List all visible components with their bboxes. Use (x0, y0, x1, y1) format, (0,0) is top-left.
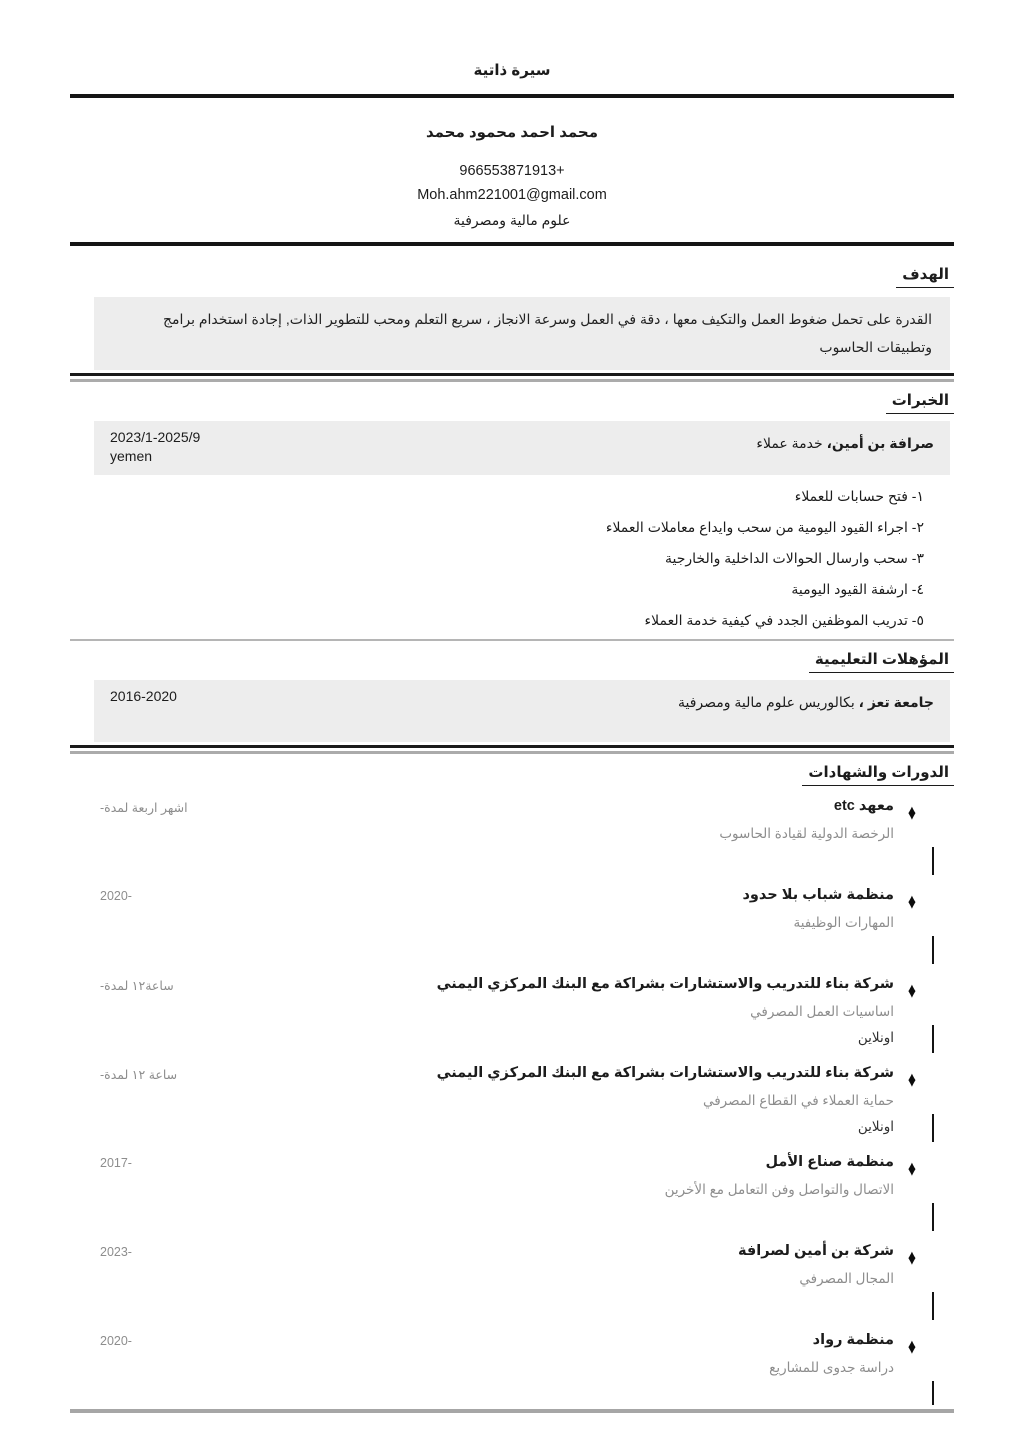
course-title: منظمة صناع الأمل (765, 1154, 894, 1170)
email-address: Moh.ahm221001@gmail.com (417, 187, 607, 203)
section-heading-courses (70, 764, 954, 786)
timeline-connector (932, 847, 935, 875)
duty-item: ١- فتح حسابات للعملاء (794, 488, 924, 504)
course-subtitle: الاتصال والتواصل وفن التعامل مع الأخرين (664, 1182, 894, 1197)
diamond-bullet-icon: ♦ (907, 890, 916, 914)
divider-education-dark (70, 745, 954, 748)
course-period: 2017- (100, 1156, 132, 1170)
divider-page-bottom (70, 1409, 954, 1413)
section-heading-experience (70, 392, 954, 414)
job-role: خدمة عملاء (756, 435, 827, 451)
diamond-bullet-icon: ♦ (907, 1246, 916, 1270)
course-period: -ساعة ١٢ لمدة (100, 1068, 178, 1082)
divider-header-top (70, 94, 954, 98)
experience-title (756, 428, 934, 453)
diamond-bullet-icon: ♦ (907, 1335, 916, 1359)
divider-education-gray (70, 751, 954, 754)
course-subtitle: المهارات الوظيفية (793, 915, 894, 930)
duty-item: ٤- ارشفة القيود اليومية (791, 581, 924, 597)
duty-item: ٥- تدريب الموظفين الجدد في كيفية خدمة العملاء (644, 612, 924, 628)
course-subtitle: المجال المصرفي (799, 1271, 894, 1286)
course-title: معهد etc (833, 798, 894, 814)
courses-heading-label: الدورات والشهادات (802, 764, 954, 786)
experience-period: 2023/1-2025/9 (110, 429, 201, 445)
education-heading-label: المؤهلات التعليمية (809, 651, 954, 673)
company-name: صرافة بن أمين، (826, 435, 934, 451)
experience-location: yemen (110, 448, 153, 464)
divider-experience-bottom (70, 639, 954, 641)
phone-number: 966553871913+ (459, 163, 565, 179)
field-of-study: علوم مالية ومصرفية (453, 212, 571, 228)
course-mode: اونلاين (857, 1119, 894, 1134)
divider-header-bottom (70, 242, 954, 246)
document-title: سيرة ذاتية (473, 62, 551, 79)
course-item (70, 1231, 954, 1288)
course-title: منظمة شباب بلا حدود (742, 887, 894, 903)
course-title: شركة بناء للتدريب والاستشارات بشراكة مع البنك المركزي اليمني (436, 1065, 894, 1081)
course-period: 2020- (100, 1334, 132, 1348)
course-period: 2023- (100, 1245, 132, 1259)
duty-item: ٣- سحب وارسال الحوالات الداخلية والخارجية (665, 550, 924, 566)
degree: بكالوريس علوم مالية ومصرفية (677, 694, 859, 710)
course-title: منظمة رواد (812, 1332, 894, 1348)
diamond-bullet-icon: ♦ (907, 801, 916, 825)
course-subtitle: حماية العملاء في القطاع المصرفي (702, 1093, 894, 1108)
section-heading-education (70, 651, 954, 673)
timeline-connector (932, 1292, 935, 1320)
experience-heading-label: الخبرات (886, 392, 954, 414)
timeline-connector (932, 1381, 935, 1405)
education-period: 2016-2020 (110, 688, 177, 704)
divider-objective-dark (70, 373, 954, 376)
education-title (678, 687, 934, 712)
course-item (70, 1320, 954, 1377)
diamond-bullet-icon: ♦ (907, 1068, 916, 1092)
course-subtitle: الرخصة الدولية لقيادة الحاسوب (719, 826, 894, 841)
course-mode: اونلاين (857, 1030, 894, 1045)
objective-text-box: القدرة على تحمل ضغوط العمل والتكيف معها ، دقة في العمل وسرعة الانجاز ، سريع التعلم ومحب للتطوير الذات, إجادة استخدام برامج وتطبيقات الحاسوب (94, 297, 950, 370)
course-title: شركة بناء للتدريب والاستشارات بشراكة مع البنك المركزي اليمني (436, 976, 894, 992)
course-item (70, 875, 954, 932)
experience-meta (110, 428, 200, 466)
course-item (70, 1053, 954, 1136)
course-period: 2020- (100, 889, 132, 903)
duty-item: ٢- اجراء القيود اليومية من سحب وايداع معاملات العملاء (605, 519, 924, 535)
course-item (70, 1142, 954, 1199)
course-period: -ساعة١٢ لمدة (100, 979, 174, 993)
course-title: شركة بن أمين لصرافة (737, 1243, 894, 1259)
duties-list (70, 486, 954, 630)
diamond-bullet-icon: ♦ (907, 979, 916, 1003)
divider-objective-gray (70, 379, 954, 382)
objective-heading-label: الهدف (896, 266, 954, 288)
timeline-connector (932, 936, 935, 964)
timeline-connector (932, 1203, 935, 1231)
person-name: محمد احمد محمود محمد (425, 124, 599, 141)
diamond-bullet-icon: ♦ (907, 1157, 916, 1181)
education-entry (94, 680, 950, 742)
course-period: -اشهر اربعة لمدة (100, 801, 188, 815)
institution-name: جامعة تعز ، (858, 694, 934, 710)
course-item (70, 786, 954, 843)
course-subtitle: اساسيات العمل المصرفي (750, 1004, 894, 1019)
course-item (70, 964, 954, 1047)
section-heading-objective (70, 266, 954, 288)
experience-entry (94, 421, 950, 475)
course-subtitle: دراسة جدوى للمشاريع (769, 1360, 894, 1375)
